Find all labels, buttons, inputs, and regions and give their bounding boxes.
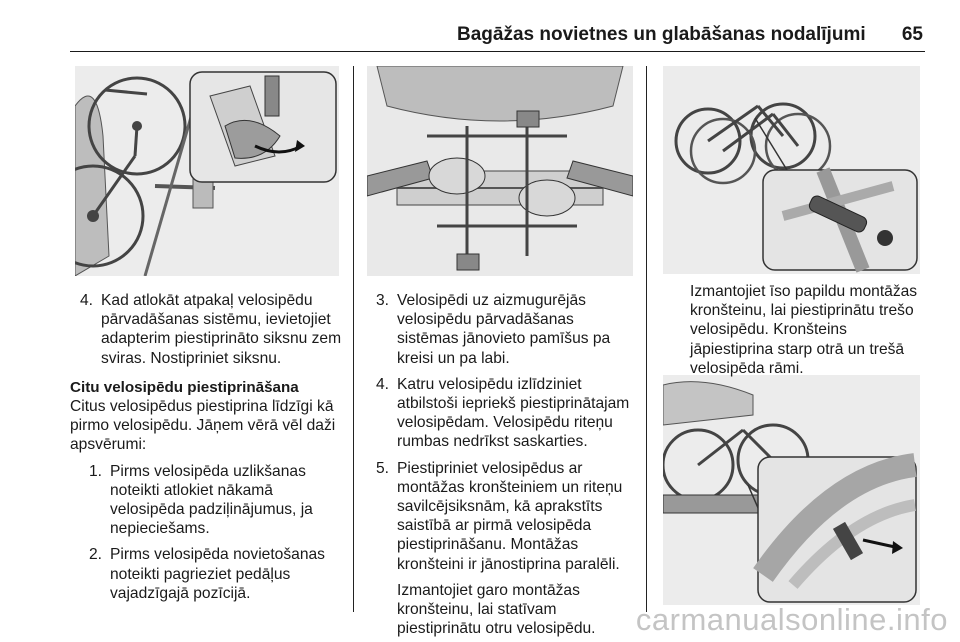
step-text: Kad atlokāt atpakaļ velosipēdu pārvadāšanas sistēmu, ievietojiet adapterim piestiprināto siksnu zem sviras. Nostipriniet siksnu. <box>101 292 342 367</box>
substep-number: 1. <box>89 462 103 480</box>
column-1-text <box>70 291 344 610</box>
watermark: carmanualsonline.info <box>635 602 948 637</box>
page-number: 65 <box>901 24 923 45</box>
figure-wheel-strap <box>663 375 920 605</box>
page-title: Bagāžas novietnes un glabāšanas nodalījumi <box>457 24 866 45</box>
step-4 <box>70 291 344 368</box>
substep-text: Pirms velosipēda novietošanas noteikti pagrieziet pedāļus vajadzīgajā pozīcijā. <box>110 546 325 602</box>
figure-bikes-staggered <box>367 66 633 276</box>
substep-1 <box>70 462 344 539</box>
step-text: Katru velosipēdu izlīdziniet atbilstoši iepriekš piestiprinātajam velosipēdam. Velosipēdu riteņu rumbas nedrīkst saskarties. <box>397 375 630 451</box>
bike-carrier-strap-illustration <box>75 66 339 276</box>
substep-number: 2. <box>89 546 103 564</box>
short-bracket-illustration <box>663 66 920 274</box>
step-text: Velosipēdi uz aizmugurējās velosipēdu pārvadāšanas sistēmas jānovieto pamīšus pa kreisi un pa labi. <box>397 292 611 367</box>
figure-short-bracket <box>663 66 920 274</box>
wheel-strap-illustration <box>663 375 920 605</box>
step-5 <box>366 459 638 574</box>
section-heading: Citu velosipēdu piestiprināšana <box>70 378 299 396</box>
step-number: 4. <box>376 375 390 393</box>
short-bracket-paragraph: Izmantojiet īso papildu montāžas kronšteinu, lai piestiprinātu trešo velosipēdu. Kronšteins jāpiestiprina starp otrā un trešā velosipēda rāmi. <box>690 283 918 377</box>
step-number: 4. <box>80 292 94 309</box>
column-divider-left <box>353 66 354 612</box>
column-divider-right <box>646 66 647 612</box>
substep-2 <box>70 545 344 603</box>
page-header <box>70 22 925 52</box>
bikes-staggered-illustration <box>367 66 633 276</box>
section-intro: Citus velosipēdus piestiprina līdzīgi kā pirmo velosipēdu. Jāņem vērā vēl daži apsvērumi: <box>70 398 336 454</box>
figure-strap-under-lever <box>75 66 339 276</box>
step-3 <box>366 291 638 368</box>
substep-text: Pirms velosipēda uzlikšanas noteikti atlokiet nākamā velosipēda padziļinājumus, ja nepieciešams. <box>110 462 313 538</box>
step-number: 3. <box>376 292 390 309</box>
step-5-note: Izmantojiet garo montāžas kronšteinu, lai statīvam piestiprinātu otru velosipēdu. <box>397 581 596 638</box>
step-number: 5. <box>376 459 390 477</box>
column-3-text <box>690 282 930 385</box>
column-2-text <box>366 291 638 642</box>
step-4 <box>366 375 638 452</box>
step-text: Piestipriniet velosipēdus ar montāžas kronšteiniem un riteņu savilcējsiksnām, kā aprakstīts saistībā ar pirmā velosipēda piestiprināšanu. Montāžas kronšteini ir jānostiprina paralēli. <box>397 459 623 573</box>
